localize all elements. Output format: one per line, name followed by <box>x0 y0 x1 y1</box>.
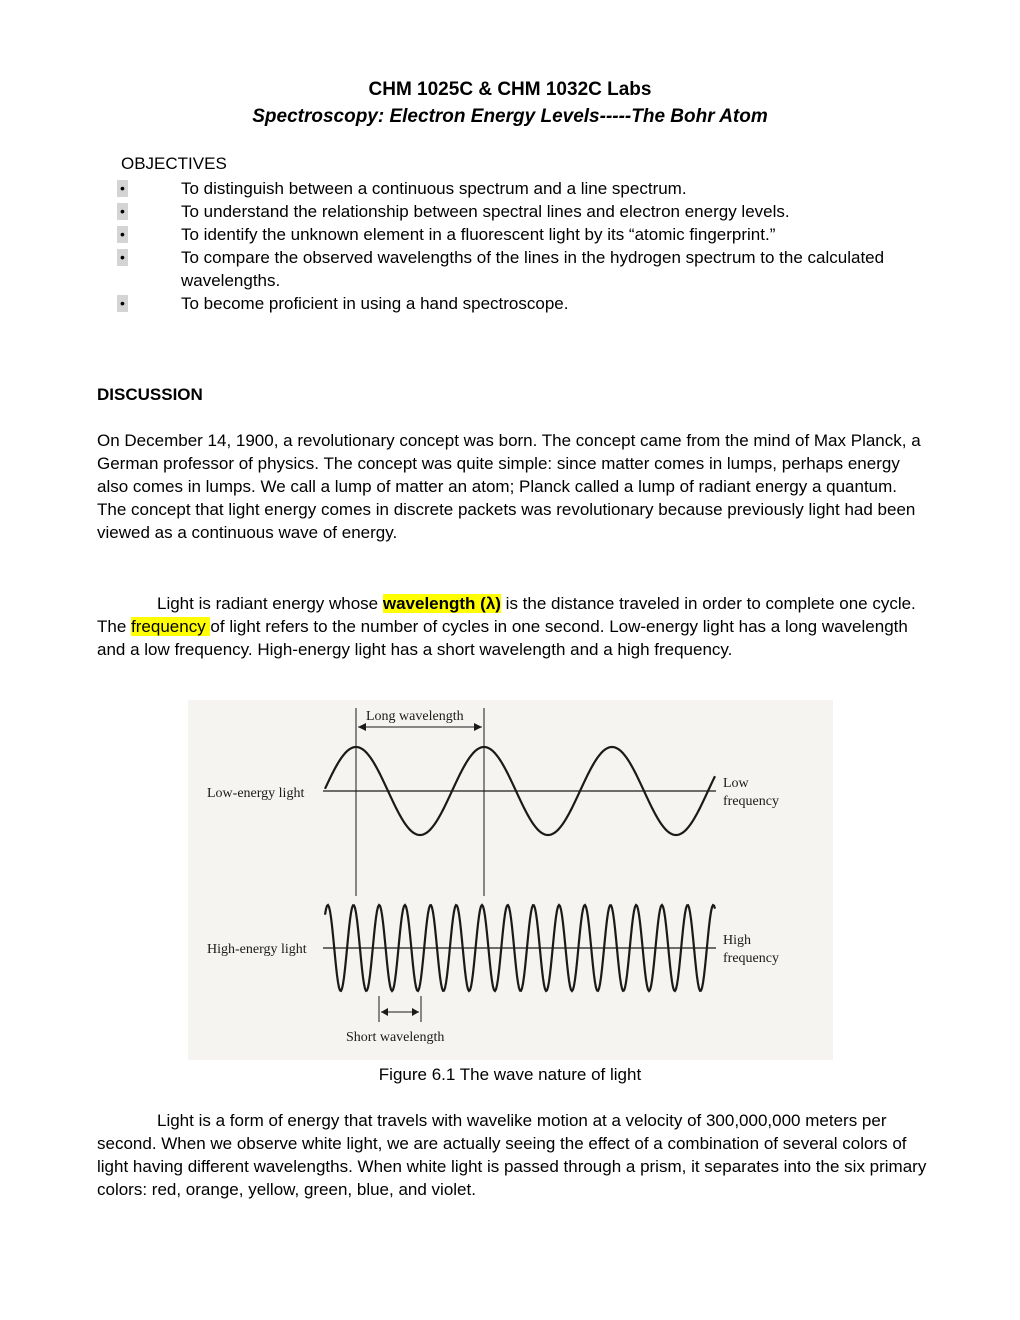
long-wavelength-label: Long wavelength <box>366 709 464 724</box>
discussion-paragraph-2 <box>97 592 927 661</box>
low-frequency-label-line1: Low <box>723 776 749 791</box>
high-energy-label: High-energy light <box>207 942 307 957</box>
objective-item <box>0 177 921 200</box>
bullet-icon: • <box>117 180 128 197</box>
figure-caption: Figure 6.1 The wave nature of light <box>378 1065 642 1084</box>
discussion-paragraph-1: On December 14, 1900, a revolutionary concept was born. The concept came from the mind of Max Planck, a German professor of physics. The concept was quite simple: since matter comes in lumps, perhaps energy also comes in lumps. We call a lump of matter an atom; Planck called a lump of radiant energy a quantum. The concept that light energy comes in discrete packets was revolutionary because previously light had been viewed as a continuous wave of energy. <box>97 431 921 542</box>
para2-text-before: Light is radiant energy whose <box>157 594 383 613</box>
wave-nature-figure <box>188 700 833 1065</box>
frequency-highlight: frequency <box>131 617 211 636</box>
high-frequency-label-line2: frequency <box>723 951 779 966</box>
para3-text: Light is a form of energy that travels with wavelike motion at a velocity of 300,000,000 meters per second. When we observe white light, we are actually seeing the effect of a combination of several colors of light having different wavelengths. When white light is passed through a prism, it separates into the six primary colors: red, orange, yellow, green, blue, and violet. <box>97 1111 927 1199</box>
objective-item <box>0 200 921 223</box>
bullet-icon: • <box>117 249 128 266</box>
bullet-icon: • <box>117 203 128 220</box>
objective-text: To distinguish between a continuous spectrum and a line spectrum. <box>181 179 687 198</box>
discussion-heading: DISCUSSION <box>97 385 203 404</box>
objective-text: To identify the unknown element in a fluorescent light by its “atomic fingerprint.” <box>181 225 776 244</box>
objective-text: To understand the relationship between spectral lines and electron energy levels. <box>181 202 790 221</box>
objectives-heading: OBJECTIVES <box>121 154 227 173</box>
objective-item <box>0 292 921 315</box>
objectives-list <box>0 177 1020 315</box>
high-frequency-label-line1: High <box>723 933 751 948</box>
low-energy-label: Low-energy light <box>207 786 305 801</box>
objective-text: To compare the observed wavelengths of the lines in the hydrogen spectrum to the calculated wavelengths. <box>181 248 885 290</box>
low-frequency-label-line2: frequency <box>723 794 779 809</box>
objective-item <box>0 246 921 292</box>
wavelength-highlight: wavelength (λ) <box>382 594 501 613</box>
para2-text-after: of light refers to the number of cycles in one second. Low-energy light has a long wavelength and a low frequency. High-energy light has a short wavelength and a high frequency. <box>97 617 908 659</box>
objective-item <box>0 223 921 246</box>
objective-text: To become proficient in using a hand spectroscope. <box>181 294 569 313</box>
para2-text-middle: is the distance traveled in order to complete one cycle. The <box>97 594 916 636</box>
short-wavelength-label: Short wavelength <box>346 1030 445 1045</box>
document-subtitle: Spectroscopy: Electron Energy Levels-----The Bohr Atom <box>252 106 768 127</box>
document-title: CHM 1025C & CHM 1032C Labs <box>368 79 652 100</box>
bullet-icon: • <box>117 226 128 243</box>
discussion-paragraph-3 <box>97 1109 927 1201</box>
figure-background <box>188 700 833 1060</box>
bullet-icon: • <box>117 295 128 312</box>
